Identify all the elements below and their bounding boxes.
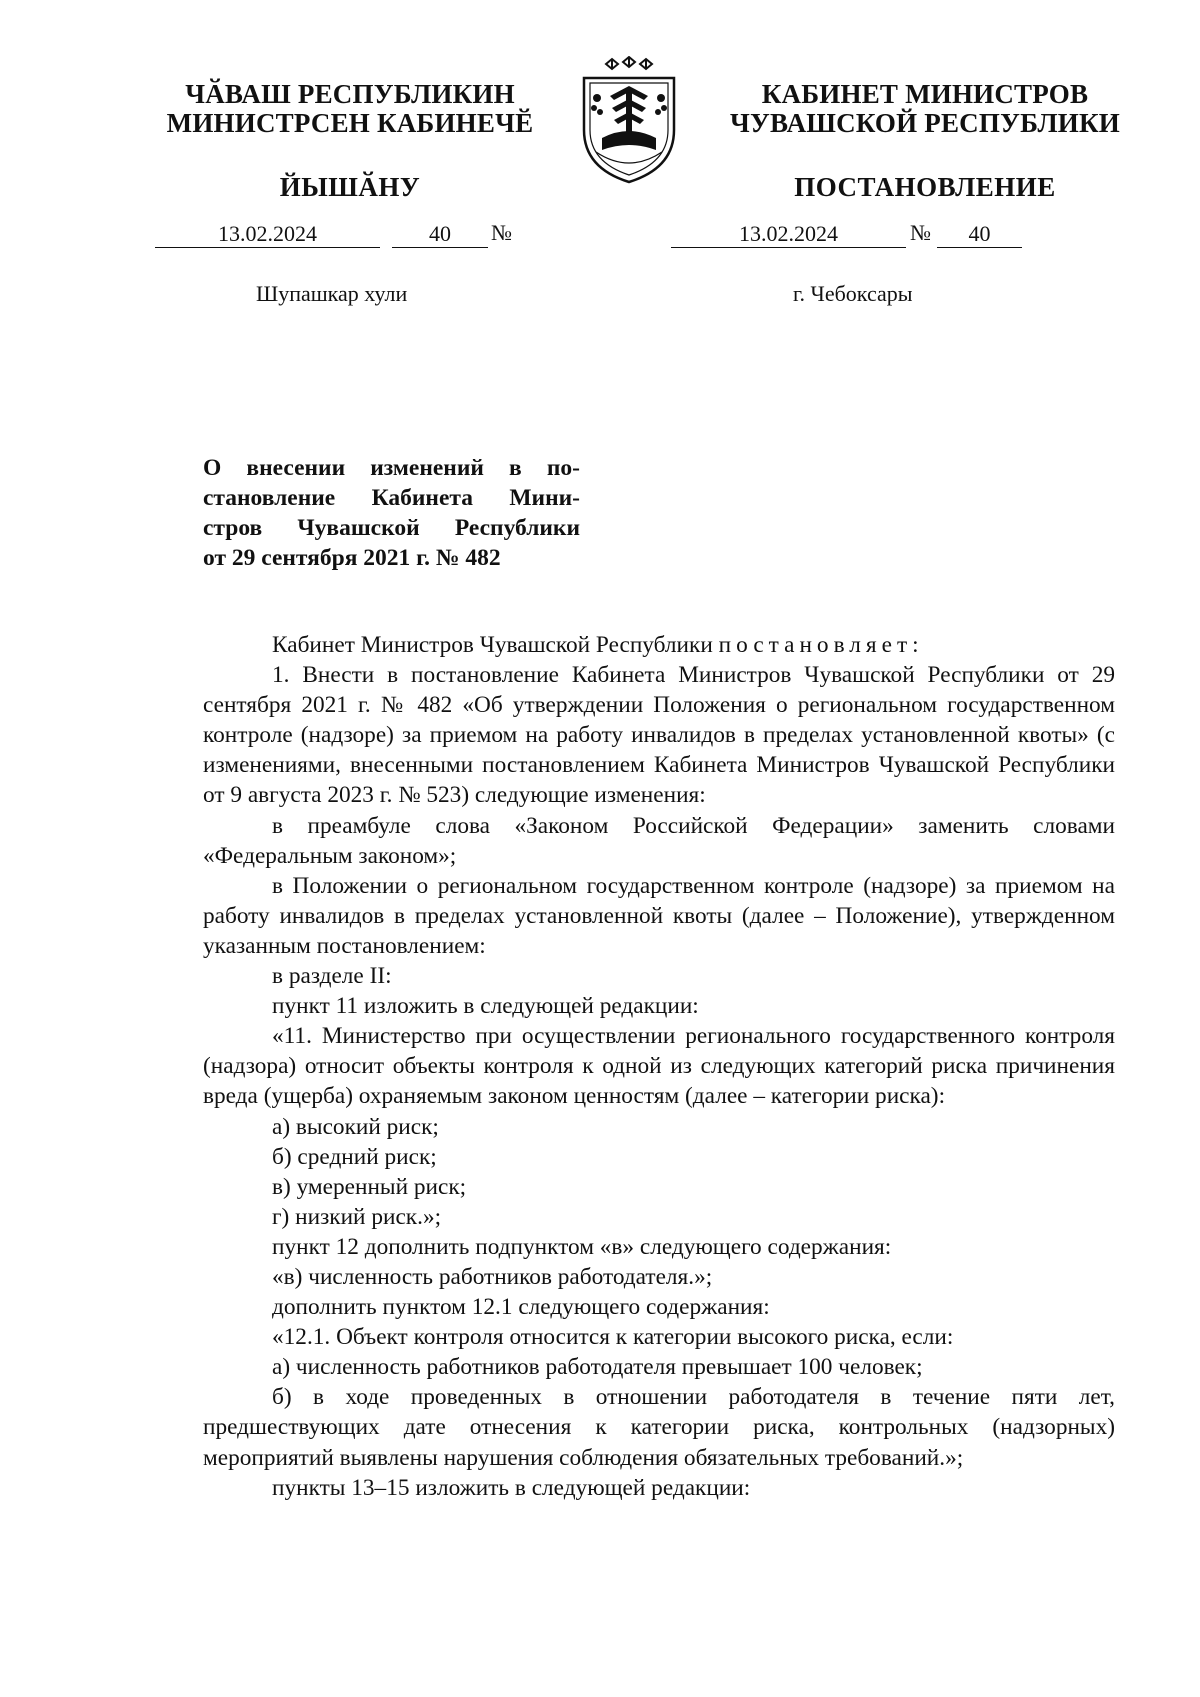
city-chuvash: Шупашкар хули [256,281,408,306]
subject-line: О внесении изменений в по- [203,455,580,481]
org-name-chuvash-line1: ЧӐВАШ РЕСПУБЛИКИН [185,79,515,109]
city-russian: г. Чебоксары [793,281,913,306]
paragraph: дополнить пунктом 12.1 следующего содержания: [272,1294,770,1321]
list-item: а) высокий риск; [272,1113,439,1140]
subject-line: стров Чувашской Республики [203,515,580,541]
doc-type-chuvash: ЙЫШӐНУ [279,172,421,202]
header-left [150,80,550,203]
number-sign-right: № [910,220,931,245]
org-name-chuvash-line2: МИНИСТРСЕН КАБИНЕЧӖ [166,108,534,138]
org-name-russian-line2: ЧУВАШСКОЙ РЕСПУБЛИКИ [730,108,1120,138]
intro-text: Кабинет Министров Чувашской Республики [272,632,719,658]
header-right [725,80,1125,203]
number-left: 40 [392,221,488,248]
paragraph: в Положении о региональном государственном контроле (надзоре) за приемом на работу инвалидов в пределах установленной квоты (далее – Положение), утвержденном указанным постановлением: [203,872,1115,959]
list-item: б) средний риск; [272,1143,437,1170]
paragraph: 1. Внести в постановление Кабинета Министров Чувашской Республики от 29 сентября 2021 г. № 482 «Об утверждении Положения о региональном государственном контроле (надзоре) за приемом на работу инвалидов в пределах установленной квоты» (с изменениями, внесенными постановлением Кабинета Министров Чувашской Республики от 9 августа 2023 г. № 523) следующие изменения: [203,662,1115,809]
list-item: г) низкий риск.»; [272,1203,442,1230]
paragraph: «11. Министерство при осуществлении регионального государственного контроля (надзора) относит объекты контроля к одной из следующих категорий риска причинения вреда (ущерба) охраняемым законом ценностям (далее – категории риска): [203,1023,1115,1110]
chuvashia-coat-of-arms-icon [566,56,692,186]
date-right: 13.02.2024 [671,221,906,248]
paragraph: «в) численность работников работодателя.»; [272,1263,713,1290]
paragraph: в преамбуле слова «Законом Российской Федерации» заменить словами «Федеральным законом»; [203,812,1115,869]
date-left: 13.02.2024 [155,221,380,248]
paragraph: пункт 11 изложить в следующей редакции: [272,993,699,1020]
number-right: 40 [937,221,1022,248]
document-body [203,630,1115,1503]
intro-decree-word: постановляет: [718,632,924,658]
list-item: в) умеренный риск; [272,1173,467,1200]
subject-line: становление Кабинета Мини- [203,485,580,511]
list-item: б) в ходе проведенных в отношении работодателя в течение пяти лет, предшествующих дате отнесения к категории риска, контрольных (надзорных) мероприятий выявлены нарушения соблюдения обязательных требований.»; [203,1384,1115,1471]
intro-paragraph [203,630,1115,660]
paragraph: «12.1. Объект контроля относится к категории высокого риска, если: [272,1324,954,1351]
paragraph: пункты 13–15 изложить в следующей редакции: [272,1474,751,1501]
doc-type-russian: ПОСТАНОВЛЕНИЕ [794,172,1056,202]
number-sign-left: № [491,220,512,245]
paragraph: пункт 12 дополнить подпунктом «в» следующего содержания: [272,1233,892,1260]
date-number-left [155,218,515,248]
date-number-right [671,218,1031,248]
subject-line: от 29 сентября 2021 г. № 482 [203,545,501,571]
paragraph: в разделе II: [272,963,392,990]
org-name-russian-line1: КАБИНЕТ МИНИСТРОВ [761,79,1089,109]
list-item: а) численность работников работодателя превышает 100 человек; [272,1354,923,1381]
document-subject [203,453,580,573]
